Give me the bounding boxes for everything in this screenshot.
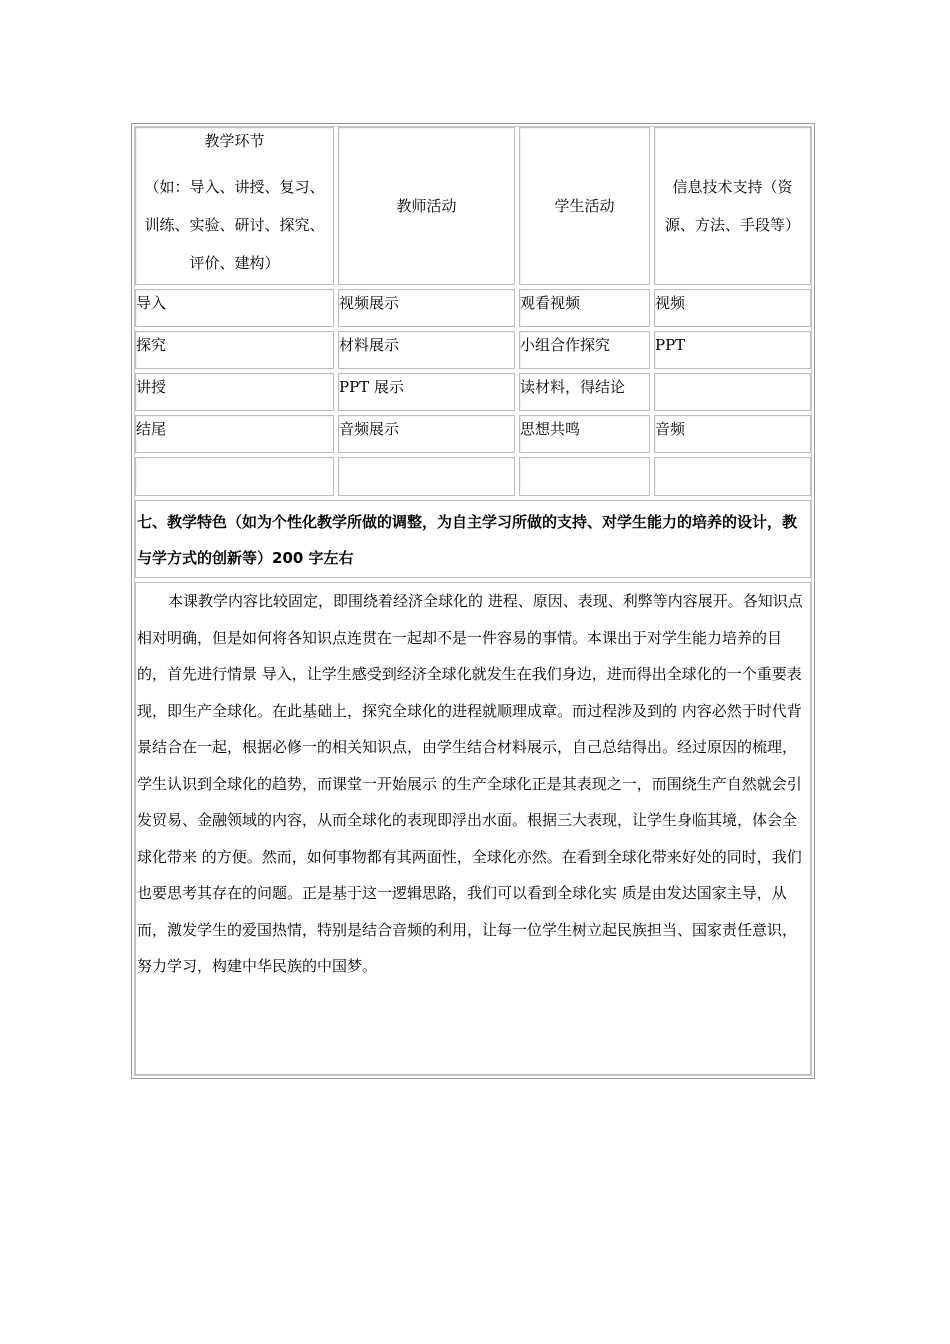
table-cell-it [654,373,811,411]
table-cell-teacher: PPT 展示 [338,373,515,411]
header-it-line: 信息技术支持（资 [672,178,793,196]
header-stage-line: 训练、实验、研讨、探究、 [144,216,325,234]
table-cell-student: 观看视频 [519,289,650,327]
header-student-label: 学生活动 [554,197,615,215]
table-cell-stage: 导入 [135,289,334,327]
table-cell-teacher [338,457,515,496]
table-cell-it: 音频 [654,415,811,453]
header-stage-line: 评价、建构） [189,254,280,272]
header-teacher-label: 教师活动 [396,197,457,215]
table-cell-teacher: 材料展示 [338,331,515,369]
table-cell-student: 小组合作探究 [519,331,650,369]
section-teaching-features-body: 本课教学内容比较固定，即围绕着经济全球化的 进程、原因、表现、利弊等内容展开。各知识点相对明确，但是如何将各知识点连贯在一起却不是一件容易的事情。本课出于对学生能力培养的目的，首先进行情景 导入，让学生感受到经济全球化就发生在我们身边，进而得出全球化的一个重要表现，即生产全球化。在此基础上，探究全球化的进程就顺理成章。而过程涉及到的 内容必然于时代背景结合在一起，根据必修一的相关知识点，由学生结合材料展示，自己总结得出。经过原因的梳理，学生认识到全球化的趋势，而课堂一开始展示 的生产全球化正是其表现之一，而围绕生产自然就会引发贸易、金融领域的内容，从而全球化的表现即浮出水面。根据三大表现，让学生身临其境，体会全球化带来 的方便。然而，如何事物都有其两面性，全球化亦然。在看到全球化带来好处的同时，我们也要思考其存在的问题。正是基于这一逻辑思路，我们可以看到全球化实 质是由发达国家主导，从而，激发学生的爱国热情，特别是结合音频的利用，让每一位学生树立起民族担当、国家责任意识，努力学习，构建中华民族的中国梦。 [135,582,811,1075]
table-cell-it [654,457,811,496]
header-teaching-stage [135,127,334,285]
table-cell-teacher: 视频展示 [338,289,515,327]
table-cell-stage: 讲授 [135,373,334,411]
table-cell-stage: 探究 [135,331,334,369]
header-stage-line: （如：导入、讲授、复习、 [144,178,325,196]
header-stage-line: 教学环节 [204,132,265,150]
header-teacher-activity [338,127,515,285]
header-student-activity [519,127,650,285]
header-it-support [654,127,811,285]
table-cell-stage: 结尾 [135,415,334,453]
section-teaching-features-title: 七、教学特色（如为个性化教学所做的调整，为自主学习所做的支持、对学生能力的培养的设计，教与学方式的创新等）200 字左右 [135,500,811,578]
table-cell-teacher: 音频展示 [338,415,515,453]
table-cell-it: PPT [654,331,811,369]
table-cell-student: 读材料，得结论 [519,373,650,411]
header-it-line: 源、方法、手段等） [664,216,800,234]
table-cell-it: 视频 [654,289,811,327]
table-cell-stage [135,457,334,496]
table-cell-student: 思想共鸣 [519,415,650,453]
table-cell-student [519,457,650,496]
